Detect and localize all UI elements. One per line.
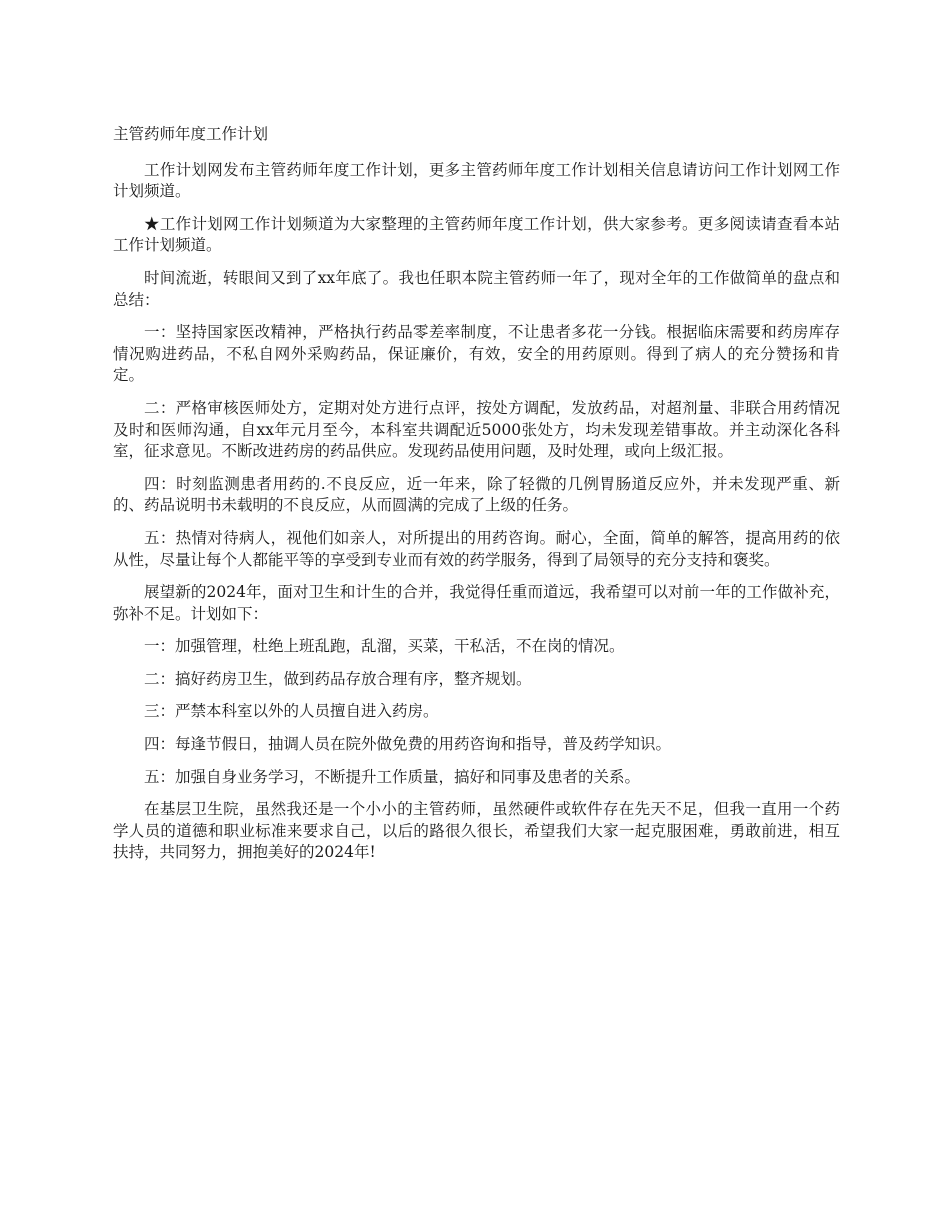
paragraph-summary-1: 一：坚持国家医改精神，严格执行药品零差率制度，不让患者多花一分钱。根据临床需要和药房库存情况购进药品，不私自网外采购药品，保证廉价，有效，安全的用药原则。得到了病人的充分赞扬和肯定。 [113, 323, 840, 385]
paragraph-plan-4: 四：每逢节假日，抽调人员在院外做免费的用药咨询和指导，普及药学知识。 [144, 735, 672, 754]
paragraph-conclusion: 在基层卫生院，虽然我还是一个小小的主管药师，虽然硬件或软件存在先天不足，但我一直用一个药学人员的道德和职业标准来要求自己，以后的路很久很长，希望我们大家一起克服困难，勇敢前进，相互扶持，共同努力，拥抱美好的2024年! [113, 800, 840, 862]
paragraph-summary-5: 五：热情对待病人，视他们如亲人，对所提出的用药咨询。耐心，全面，简单的解答，提高用药的依从性，尽量让每个人都能平等的享受到专业而有效的药学服务，得到了局领导的充分支持和褒奖。 [113, 528, 840, 569]
paragraph-plan-intro: 展望新的2024年，面对卫生和计生的合并，我觉得任重而道远，我希望可以对前一年的工作做补充，弥补不足。计划如下： [113, 583, 840, 623]
paragraph-plan-2: 二：搞好药房卫生，做到药品存放合理有序，整齐规划。 [144, 669, 532, 688]
document-title: 主管药师年度工作计划 [113, 125, 269, 143]
paragraph-summary-intro: 时间流逝，转眼间又到了xx年底了。我也任职本院主管药师一年了，现对全年的工作做简单的盘点和总结： [113, 268, 840, 309]
paragraph-summary-4: 四：时刻监测患者用药的.不良反应，近一年来，除了轻微的几例胃肠道反应外，并未发现严重、新的、药品说明书未载明的不良反应，从而圆满的完成了上级的任务。 [113, 474, 840, 515]
paragraph-notice: ★工作计划网工作计划频道为大家整理的主管药师年度工作计划，供大家参考。更多阅读请查看本站工作计划频道。 [113, 214, 840, 255]
document-body [113, 124, 840, 875]
paragraph-plan-5: 五：加强自身业务学习，不断提升工作质量，搞好和同事及患者的关系。 [144, 767, 641, 786]
paragraph-summary-2: 二：严格审核医师处方，定期对处方进行点评，按处方调配，发放药品，对超剂量、非联合用药情况及时和医师沟通，自xx年元月至今，本科室共调配近5000张处方，均未发现差错事故。并主动深化各科室，征求意见。不断改进药房的药品供应。发现药品使用问题，及时处理，或向上级汇报。 [113, 398, 840, 461]
paragraph-plan-3: 三：严禁本科室以外的人员擅自进入药房。 [144, 702, 439, 721]
paragraph-intro: 工作计划网发布主管药师年度工作计划，更多主管药师年度工作计划相关信息请访问工作计划网工作计划频道。 [113, 160, 840, 201]
paragraph-plan-1: 一：加强管理，杜绝上班乱跑，乱溜，买菜，干私活，不在岗的情况。 [144, 637, 625, 656]
